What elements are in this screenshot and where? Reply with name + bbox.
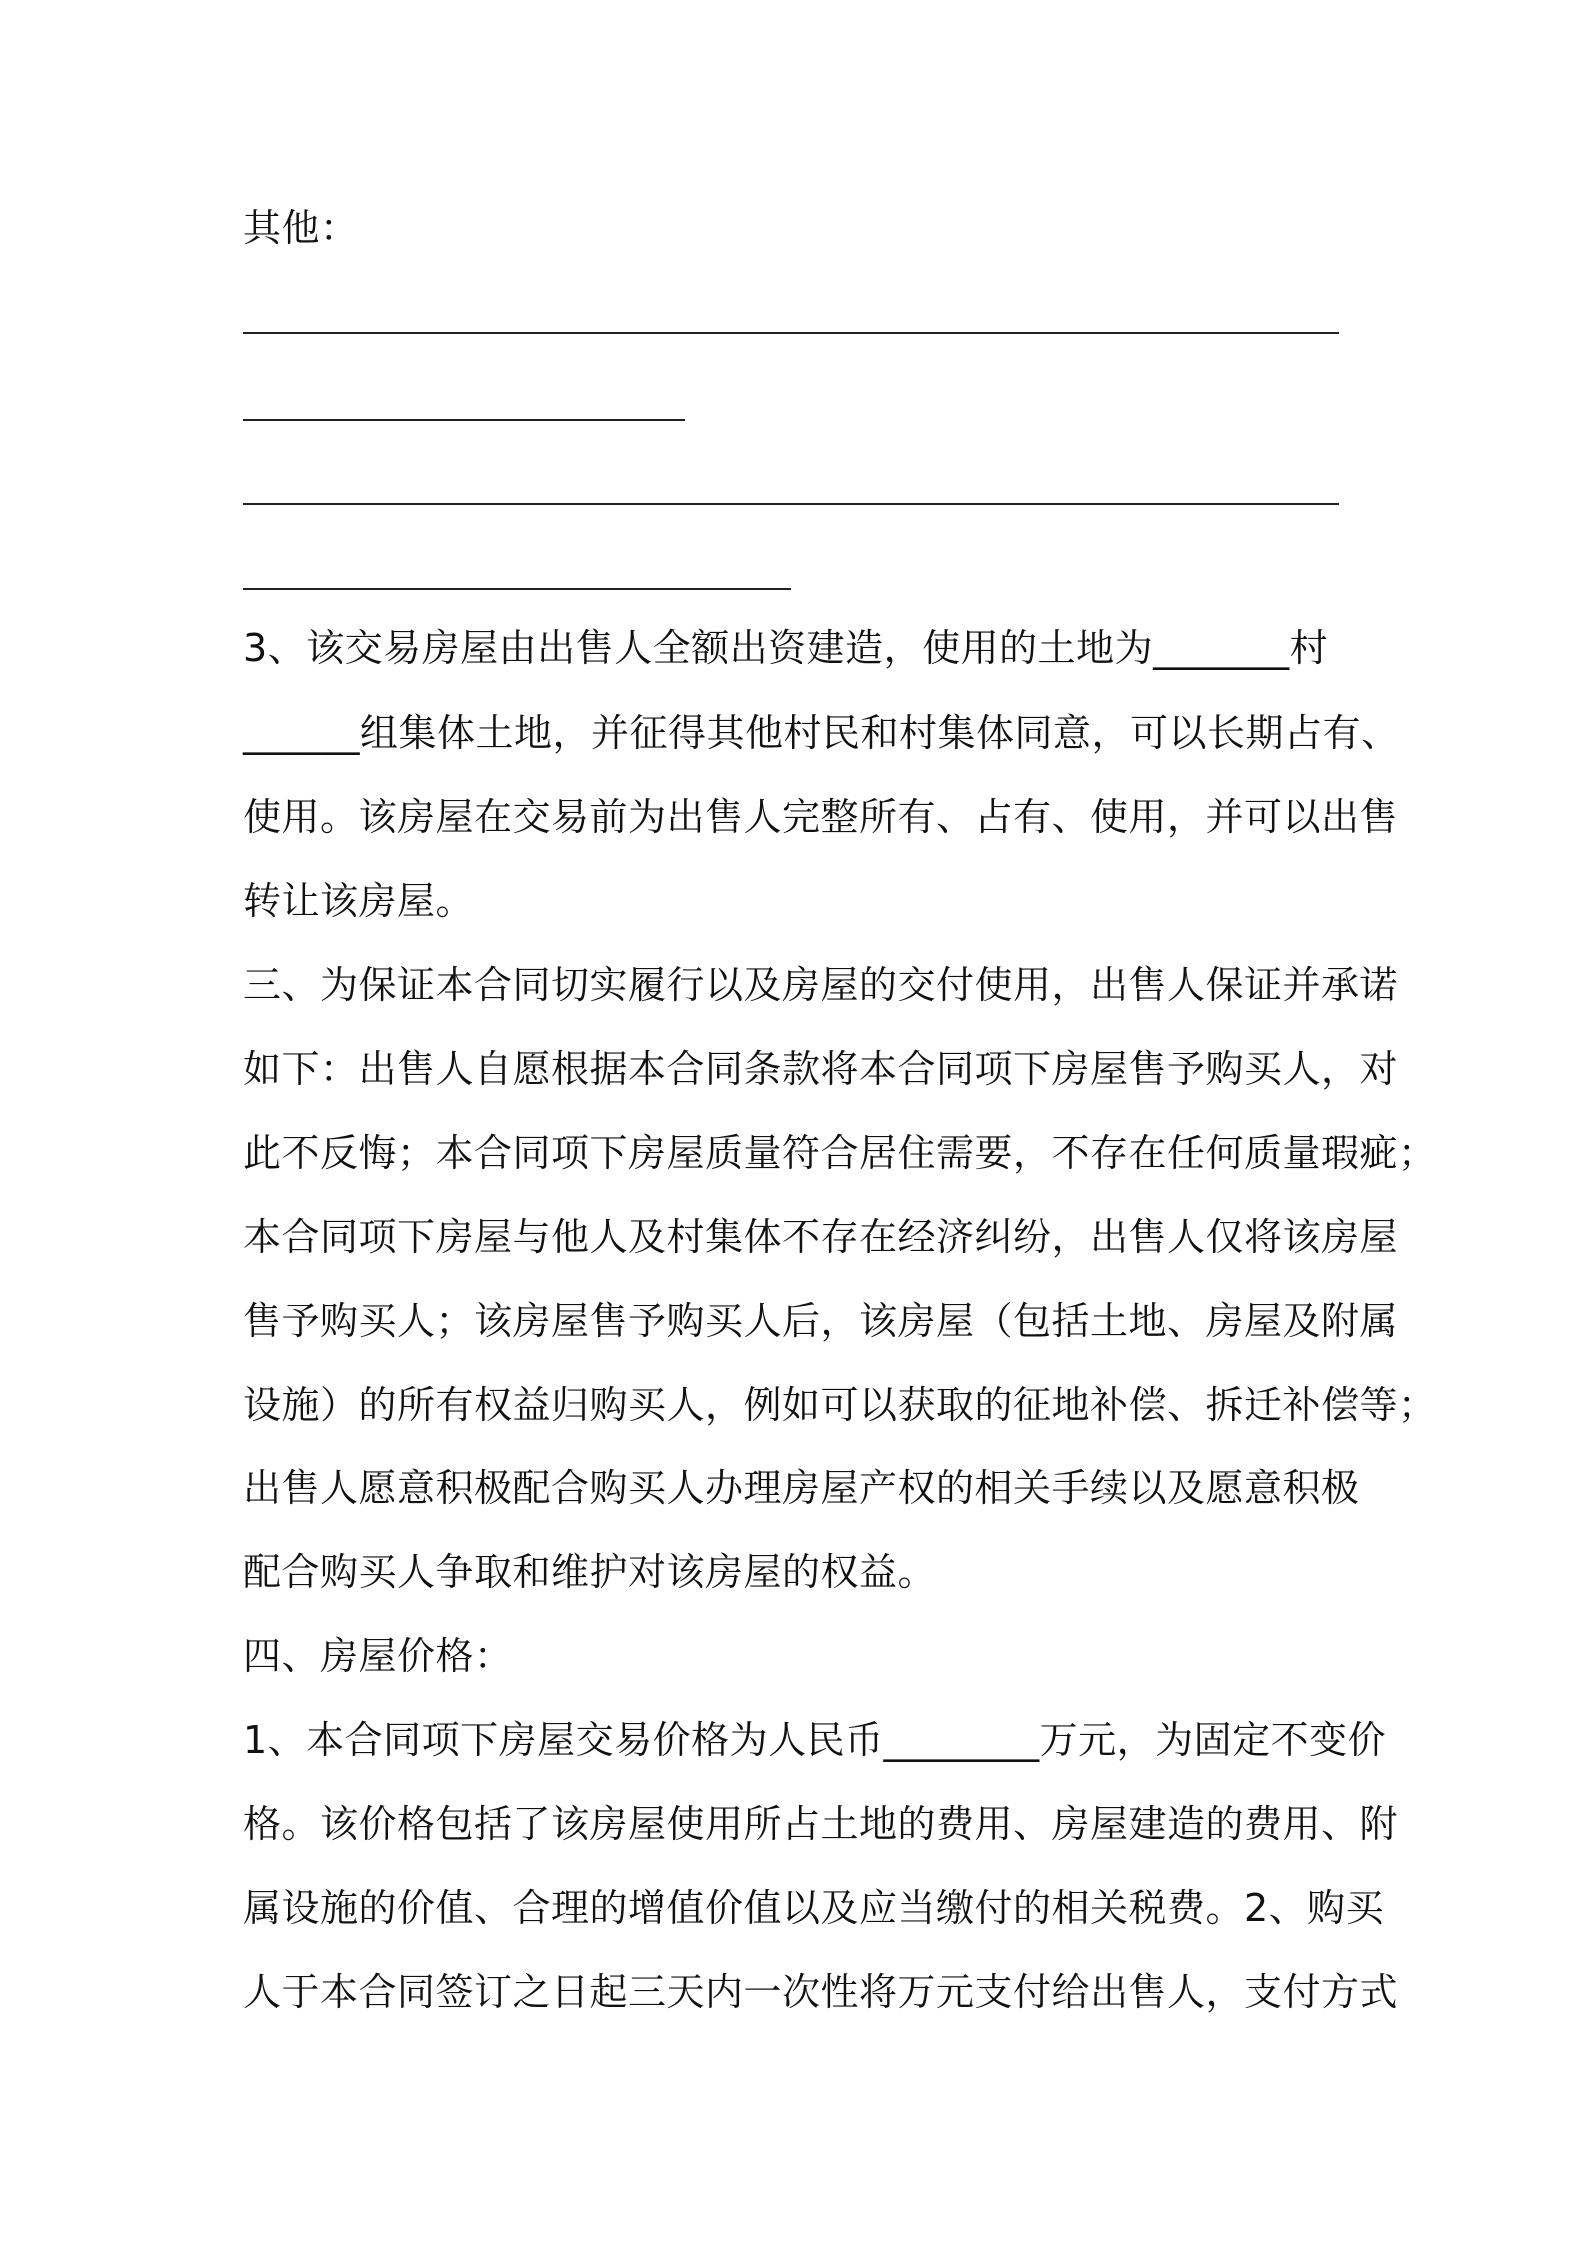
paragraph-line: 设施）的所有权益归购买人，例如可以获取的征地补偿、拆迁补偿等；: [243, 1383, 1437, 1427]
paragraph-line: 售予购买人；该房屋售予购买人后，该房屋（包括土地、房屋及附属: [243, 1299, 1399, 1343]
paragraph-line: 1、本合同项下房屋交易价格为人民币________万元，为固定不变价: [243, 1718, 1387, 1762]
paragraph-line: 本合同项下房屋与他人及村集体不存在经济纠纷，出售人仅将该房屋: [243, 1215, 1399, 1259]
paragraph-line: 此不反悔；本合同项下房屋质量符合居住需要，不存在任何质量瑕疵；: [243, 1131, 1437, 1175]
paragraph-line: 属设施的价值、合理的增值价值以及应当缴付的相关税费。2、购买: [243, 1886, 1385, 1930]
paragraph-line: 格。该价格包括了该房屋使用所占土地的费用、房屋建造的费用、附: [243, 1802, 1399, 1846]
paragraph-line: ______组集体土地，并征得其他村民和村集体同意，可以长期占有、: [243, 711, 1400, 755]
paragraph-line: 如下：出售人自愿根据本合同条款将本合同项下房屋售予购买人，对: [243, 1047, 1399, 1091]
paragraph-line: 配合购买人争取和维护对该房屋的权益。: [243, 1550, 937, 1594]
blank-fill-line: [243, 419, 685, 421]
other-heading: 其他：: [243, 206, 359, 250]
blank-fill-line: [243, 503, 1339, 505]
paragraph-line: 出售人愿意积极配合购买人办理房屋产权的相关手续以及愿意积极: [243, 1466, 1360, 1510]
paragraph-line: 使用。该房屋在交易前为出售人完整所有、占有、使用，并可以出售: [243, 795, 1399, 839]
paragraph-line: 人于本合同签订之日起三天内一次性将万元支付给出售人，支付方式: [243, 1970, 1399, 2014]
section-four-heading: 四、房屋价格：: [243, 1634, 513, 1678]
blank-fill-line: [243, 332, 1339, 334]
blank-fill-line: [243, 588, 791, 590]
section-three-line: 三、为保证本合同切实履行以及房屋的交付使用，出售人保证并承诺: [243, 963, 1399, 1007]
paragraph-line: 转让该房屋。: [243, 879, 475, 923]
paragraph-line: 3、该交易房屋由出售人全额出资建造，使用的土地为_______村: [243, 626, 1329, 670]
